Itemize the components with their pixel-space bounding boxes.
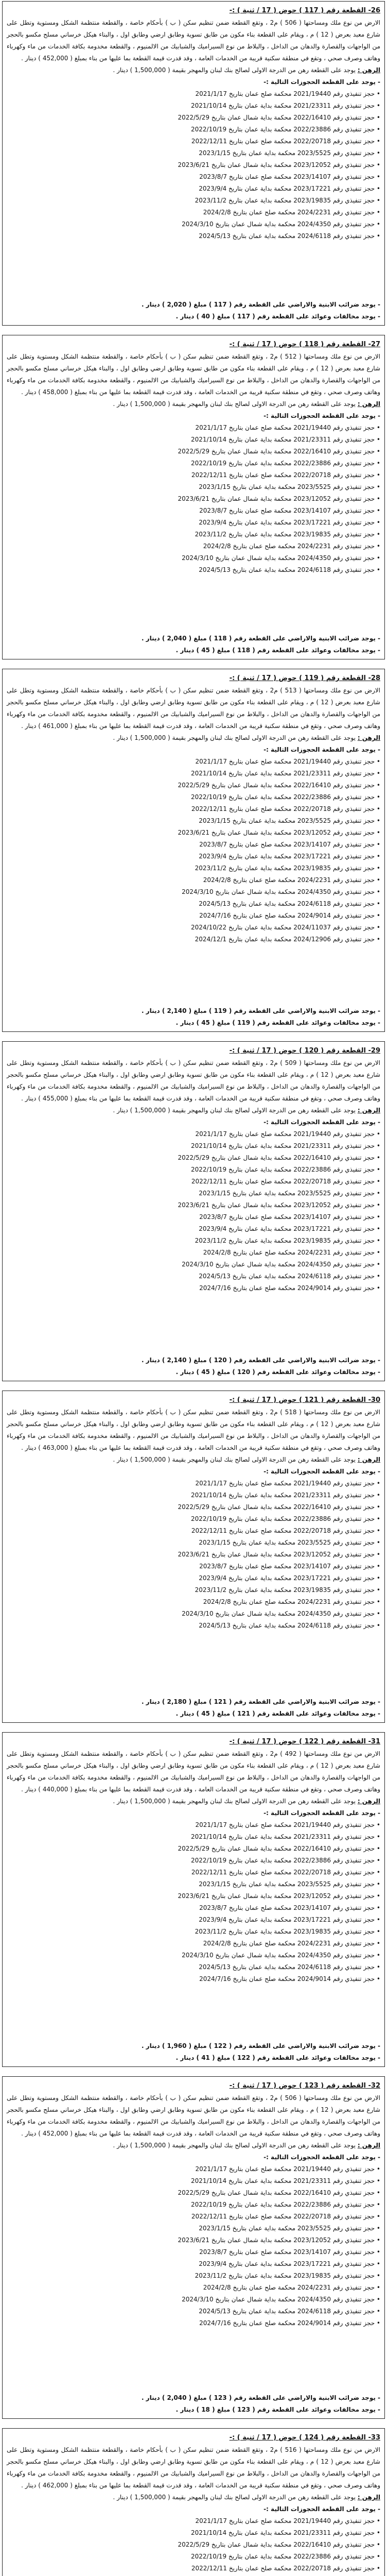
- lot-description: الارض من نوع ملك ومساحتها ( 492 ) م2 ، وتقع القطعة ضمن تنظيم سكن ( ب ) بأحكام خاصة ، والقطعة منتظمة الشكل ومستوية وتطل على شارع معبد بعرض ( 12 ) م ، ويقام على القطعة بناء مكون من طابق تسوية وطابق ارضي وطابق اول ، والبناء هيكل خرساني مسلح مكسو بالحجر من الواجهات والقصارة والدهان من الداخل ، والبلاط من نوع السيراميك والشبابيك من الالمنيوم ، والقطعة مخدومة بكافة الخدمات من ماء وكهرباء وهاتف وصرف صحي ، وتقع في منطقة سكنية قريبة من الخدمات العامة ، وقد قدرت قيمة القطعة بما عليها من بناء بمبلغ ( 440,000 ) دينار .: [7, 1750, 380, 1793]
- seizure-item: • حجز تنفيذي رقم 2022/20718 محكمة صلح عمان بتاريخ 2022/12/11: [191, 805, 380, 812]
- seizure-item: • حجز تنفيذي رقم 2023/14107 محكمة صلح عمان بتاريخ 2023/8/7: [199, 1563, 380, 1570]
- seizure-item: • حجز تنفيذي رقم 2023/17221 محكمة بداية عمان بتاريخ 2023/9/4: [199, 853, 380, 860]
- mortgage-note: [7, 1105, 380, 1116]
- seizure-item: • حجز تنفيذي رقم 2023/19835 محكمة بداية عمان بتاريخ 2023/11/2: [195, 2272, 380, 2279]
- fees-line: - يوجد مخالفات وعوائد على القطعة رقم ( 121 ) مبلغ ( 45 ) دينار .: [175, 1710, 380, 1717]
- seizure-item: • حجز تنفيذي رقم 2023/17221 محكمة بداية عمان بتاريخ 2023/9/4: [199, 1225, 380, 1232]
- seizure-item: • حجز تنفيذي رقم 2023/17221 محكمة بداية عمان بتاريخ 2023/9/4: [199, 2260, 380, 2267]
- fees-line: - يوجد مخالفات وعوائد على القطعة رقم ( 122 ) مبلغ ( 41 ) دينار .: [175, 2054, 380, 2061]
- tax-line: - يوجد ضرائب الابنية والاراضي على القطعة رقم ( 120 ) مبلغ ( 2,140 ) دينار .: [141, 1357, 380, 1364]
- seizure-item: • حجز تنفيذي رقم 2021/19440 محكمة صلح عمان بتاريخ 2021/1/17: [195, 2165, 380, 2173]
- lot-description: الارض من نوع ملك ومساحتها ( 513 ) م2 ، وتقع القطعة ضمن تنظيم سكن ( ب ) بأحكام خاصة ، والقطعة منتظمة الشكل ومستوية وتطل على شارع معبد بعرض ( 12 ) م ، ويقام على القطعة بناء مكون من طابق تسوية وطابق ارضي وطابق اول ، والبناء هيكل خرساني مسلح مكسو بالحجر من الواجهات والقصارة والدهان من الداخل ، والبلاط من نوع السيراميك والشبابيك من الالمنيوم ، والقطعة مخدومة بكافة الخدمات من ماء وكهرباء وهاتف وصرف صحي ، وتقع في منطقة سكنية قريبة من الخدمات العامة ، وقد قدرت قيمة القطعة بما عليها من بناء بمبلغ ( 461,000 ) دينار .: [7, 687, 380, 730]
- seizure-item: • حجز تنفيذي رقم 2023/12052 محكمة بداية شمال عمان بتاريخ 2023/6/21: [178, 1892, 380, 1900]
- lot-description: الارض من نوع ملك ومساحتها ( 506 ) م2 ، وتقع القطعة ضمن تنظيم سكن ( ب ) بأحكام خاصة ، والقطعة منتظمة الشكل ومستوية وتطل على شارع معبد بعرض ( 12 ) م ، ويقام على القطعة بناء مكون من طابق تسوية وطابق ارضي وطابق اول ، والبناء هيكل خرساني مسلح مكسو بالحجر من الواجهات والقصارة والدهان من الداخل ، والبلاط من نوع السيراميك والشبابيك من الالمنيوم ، والقطعة مخدومة بكافة الخدمات من ماء وكهرباء وهاتف وصرف صحي ، وتقع في منطقة سكنية قريبة من الخدمات العامة ، وقد قدرت قيمة القطعة بما عليها من بناء بمبلغ ( 452,000 ) دينار .: [7, 2094, 380, 2137]
- seizure-item: • حجز تنفيذي رقم 2023/17221 محكمة بداية عمان بتاريخ 2023/9/4: [199, 519, 380, 526]
- fees-line: - يوجد مخالفات وعوائد على القطعة رقم ( 117 ) مبلغ ( 40 ) دينار .: [175, 313, 380, 320]
- mortgage-text: يوجد على القطعة رهن من الدرجة الاولى لصالح بنك لبنان والمهجر بقيمة ( 1,500,000 ) دينار .: [113, 734, 356, 741]
- seizure-item: • حجز تنفيذي رقم 2023/17221 محكمة بداية عمان بتاريخ 2023/9/4: [199, 185, 380, 192]
- seizure-item: • حجز تنفيذي رقم 2023/5525 محكمة بداية عمان بتاريخ 2023/1/15: [199, 2225, 380, 2232]
- lot-header: 31- القطعة رقم ( 122 ) حوض ( 17 / ثنية ) :-: [229, 1738, 380, 1745]
- seizures-intro: - يوجد على القطعة الحجوزات التالية :-: [263, 412, 380, 419]
- mortgage-note: [7, 398, 380, 410]
- seizure-item: • حجز تنفيذي رقم 2023/5525 محكمة بداية عمان بتاريخ 2023/1/15: [199, 1190, 380, 1197]
- seizure-item: • حجز تنفيذي رقم 2021/23311 محكمة بداية عمان بتاريخ 2021/10/14: [191, 770, 380, 777]
- mortgage-label: الرهن :: [357, 1798, 380, 1805]
- seizure-item: • حجز تنفيذي رقم 2023/5525 محكمة بداية عمان بتاريخ 2023/1/15: [199, 817, 380, 824]
- seizure-item: • حجز تنفيذي رقم 2024/6118 محكمة بداية عمان بتاريخ 2024/5/13: [199, 2308, 380, 2315]
- mortgage-text: يوجد على القطعة رهن من الدرجة الاولى لصالح بنك لبنان والمهجر بقيمة ( 1,500,000 ) دينار .: [113, 2142, 356, 2149]
- lot-section-27: [2, 335, 385, 659]
- seizures-intro: - يوجد على القطعة الحجوزات التالية :-: [263, 1468, 380, 1475]
- seizure-item: • حجز تنفيذي رقم 2023/12052 محكمة بداية شمال عمان بتاريخ 2023/6/21: [178, 161, 380, 168]
- lot-section-28: [2, 669, 385, 1032]
- seizure-list: [7, 1128, 380, 1294]
- seizure-item: • حجز تنفيذي رقم 2023/12052 محكمة بداية شمال عمان بتاريخ 2023/6/21: [178, 1201, 380, 1209]
- mortgage-label: الرهن :: [357, 2494, 380, 2501]
- seizure-item: • حجز تنفيذي رقم 2022/16410 محكمة بداية شمال عمان بتاريخ 2022/5/29: [178, 782, 380, 789]
- fees-line: - يوجد مخالفات وعوائد على القطعة رقم ( 118 ) مبلغ ( 45 ) دينار .: [175, 647, 380, 654]
- mortgage-note: [7, 2492, 380, 2503]
- seizure-item: • حجز تنفيذي رقم 2022/23886 محكمة بداية عمان بتاريخ 2022/10/19: [191, 126, 380, 133]
- seizure-item: • حجز تنفيذي رقم 2024/4350 محكمة بداية شمال عمان بتاريخ 2024/3/10: [182, 1610, 380, 1617]
- seizure-item: • حجز تنفيذي رقم 2023/12052 محكمة بداية شمال عمان بتاريخ 2023/6/21: [178, 495, 380, 502]
- seizure-item: • حجز تنفيذي رقم 2022/16410 محكمة بداية شمال عمان بتاريخ 2022/5/29: [178, 1503, 380, 1511]
- seizure-item: • حجز تنفيذي رقم 2023/17221 محكمة بداية عمان بتاريخ 2023/9/4: [199, 1916, 380, 1923]
- seizures-intro: - يوجد على القطعة الحجوزات التالية :-: [263, 1809, 380, 1817]
- seizure-item: • حجز تنفيذي رقم 2024/6118 محكمة بداية عمان بتاريخ 2024/5/13: [199, 566, 380, 573]
- lot-section-31: [2, 1732, 385, 2067]
- seizure-item: • حجز تنفيذي رقم 2022/20718 محكمة صلح عمان بتاريخ 2022/12/11: [191, 1527, 380, 1534]
- seizure-item: • حجز تنفيذي رقم 2024/2231 محكمة صلح عمان بتاريخ 2024/2/8: [203, 2284, 380, 2291]
- seizure-item: • حجز تنفيذي رقم 2023/5525 محكمة بداية عمان بتاريخ 2023/1/15: [199, 1880, 380, 1888]
- seizure-item: • حجز تنفيذي رقم 2023/19835 محكمة بداية عمان بتاريخ 2023/11/2: [195, 1237, 380, 1244]
- lot-description: الارض من نوع ملك ومساحتها ( 516 ) م2 ، وتقع القطعة ضمن تنظيم سكن ( ب ) بأحكام خاصة ، والقطعة منتظمة الشكل ومستوية وتطل على شارع معبد بعرض ( 12 ) م ، ويقام على القطعة بناء مكون من طابق تسوية وطابق ارضي وطابق اول ، والبناء هيكل خرساني مسلح مكسو بالحجر من الواجهات والقصارة والدهان من الداخل ، والبلاط من نوع السيراميك والشبابيك من الالمنيوم ، والقطعة مخدومة بكافة الخدمات من ماء وكهرباء وهاتف وصرف صحي ، وتقع في منطقة سكنية قريبة من الخدمات العامة ، وقد قدرت قيمة القطعة بما عليها من بناء بمبلغ ( 462,000 ) دينار .: [7, 2446, 380, 2489]
- lot-section-32: [2, 2076, 385, 2419]
- seizure-item: • حجز تنفيذي رقم 2023/14107 محكمة صلح عمان بتاريخ 2023/8/7: [199, 1904, 380, 1911]
- tax-line: - يوجد ضرائب الابنية والاراضي على القطعة رقم ( 118 ) مبلغ ( 2,040 ) دينار .: [141, 635, 380, 642]
- mortgage-text: يوجد على القطعة رهن من الدرجة الاولى لصالح بنك لبنان والمهجر بقيمة ( 1,500,000 ) دينار .: [113, 1798, 356, 1805]
- seizure-item: • حجز تنفيذي رقم 2024/6118 محكمة بداية عمان بتاريخ 2024/5/13: [199, 900, 380, 907]
- seizure-item: • حجز تنفيذي رقم 2023/5525 محكمة بداية عمان بتاريخ 2023/1/15: [199, 149, 380, 157]
- mortgage-text: يوجد على القطعة رهن من الدرجة الاولى لصالح بنك لبنان والمهجر بقيمة ( 1,500,000 ) دينار .: [113, 1107, 356, 1114]
- lot-description: الارض من نوع ملك ومساحتها ( 509 ) م2 ، وتقع القطعة ضمن تنظيم سكن ( ب ) بأحكام خاصة ، والقطعة منتظمة الشكل ومستوية وتطل على شارع معبد بعرض ( 12 ) م ، ويقام على القطعة بناء مكون من طابق تسوية وطابق ارضي وطابق اول ، والبناء هيكل خرساني مسلح مكسو بالحجر من الواجهات والقصارة والدهان من الداخل ، والبلاط من نوع السيراميك والشبابيك من الالمنيوم ، والقطعة مخدومة بكافة الخدمات من ماء وكهرباء وهاتف وصرف صحي ، وتقع في منطقة سكنية قريبة من الخدمات العامة ، وقد قدرت قيمة القطعة بما عليها من بناء بمبلغ ( 455,000 ) دينار .: [7, 1059, 380, 1102]
- seizure-item: • حجز تنفيذي رقم 2024/6118 محكمة بداية عمان بتاريخ 2024/5/13: [199, 1963, 380, 1971]
- seizures-intro: - يوجد على القطعة الحجوزات التالية :-: [263, 746, 380, 753]
- lot-section-33: [2, 2428, 385, 2576]
- seizure-item: • حجز تنفيذي رقم 2021/23311 محكمة بداية عمان بتاريخ 2021/10/14: [191, 1492, 380, 1499]
- seizure-item: • حجز تنفيذي رقم 2021/23311 محكمة بداية عمان بتاريخ 2021/10/14: [191, 2529, 380, 2536]
- mortgage-label: الرهن :: [357, 1107, 380, 1114]
- seizure-item: • حجز تنفيذي رقم 2024/2231 محكمة صلح عمان بتاريخ 2024/2/8: [203, 876, 380, 884]
- seizure-item: • حجز تنفيذي رقم 2022/16410 محكمة بداية شمال عمان بتاريخ 2022/5/29: [178, 2189, 380, 2196]
- seizure-item: • حجز تنفيذي رقم 2022/23886 محكمة بداية عمان بتاريخ 2022/10/19: [191, 2553, 380, 2560]
- seizure-item: • حجز تنفيذي رقم 2024/2231 محكمة صلح عمان بتاريخ 2024/2/8: [203, 543, 380, 550]
- seizures-intro: - يوجد على القطعة الحجوزات التالية :-: [263, 2154, 380, 2161]
- seizure-item: • حجز تنفيذي رقم 2024/4350 محكمة بداية شمال عمان بتاريخ 2024/3/10: [182, 1952, 380, 1959]
- seizure-item: • حجز تنفيذي رقم 2023/5525 محكمة بداية عمان بتاريخ 2023/1/15: [199, 483, 380, 490]
- seizure-item: • حجز تنفيذي رقم 2023/19835 محكمة بداية عمان بتاريخ 2023/11/2: [195, 1928, 380, 1935]
- seizure-item: • حجز تنفيذي رقم 2024/4350 محكمة بداية شمال عمان بتاريخ 2024/3/10: [182, 888, 380, 895]
- mortgage-text: يوجد على القطعة رهن من الدرجة الاولى لصالح بنك لبنان والمهجر بقيمة ( 1,500,000 ) دينار .: [113, 2494, 356, 2501]
- seizure-item: • حجز تنفيذي رقم 2024/6118 محكمة بداية عمان بتاريخ 2024/5/13: [199, 1622, 380, 1629]
- seizure-item: • حجز تنفيذي رقم 2022/23886 محكمة بداية عمان بتاريخ 2022/10/19: [191, 793, 380, 801]
- tax-line: - يوجد ضرائب الابنية والاراضي على القطعة رقم ( 123 ) مبلغ ( 2,040 ) دينار .: [141, 2394, 380, 2401]
- seizure-item: • حجز تنفيذي رقم 2023/19835 محكمة بداية عمان بتاريخ 2023/11/2: [195, 1586, 380, 1594]
- seizure-item: • حجز تنفيذي رقم 2021/23311 محكمة بداية عمان بتاريخ 2021/10/14: [191, 436, 380, 443]
- seizure-item: • حجز تنفيذي رقم 2023/12052 محكمة بداية شمال عمان بتاريخ 2023/6/21: [178, 2236, 380, 2244]
- seizure-item: • حجز تنفيذي رقم 2022/16410 محكمة بداية شمال عمان بتاريخ 2022/5/29: [178, 114, 380, 121]
- seizure-item: • حجز تنفيذي رقم 2024/4350 محكمة بداية شمال عمان بتاريخ 2024/3/10: [182, 554, 380, 562]
- mortgage-note: [7, 732, 380, 744]
- seizure-item: • حجز تنفيذي رقم 2023/17221 محكمة بداية عمان بتاريخ 2023/9/4: [199, 1574, 380, 1582]
- seizure-item: • حجز تنفيذي رقم 2021/19440 محكمة صلح عمان بتاريخ 2021/1/17: [195, 424, 380, 431]
- seizure-item: • حجز تنفيذي رقم 2022/16410 محكمة بداية شمال عمان بتاريخ 2022/5/29: [178, 2541, 380, 2548]
- mortgage-text: يوجد على القطعة رهن من الدرجة الاولى لصالح بنك لبنان والمهجر بقيمة ( 1,500,000 ) دينار .: [113, 1456, 356, 1463]
- seizure-item: • حجز تنفيذي رقم 2024/2231 محكمة صلح عمان بتاريخ 2024/2/8: [203, 1598, 380, 1605]
- seizure-item: • حجز تنفيذي رقم 2022/20718 محكمة صلح عمان بتاريخ 2022/12/11: [191, 2565, 380, 2572]
- seizure-item: • حجز تنفيذي رقم 2024/9014 محكمة صلح عمان بتاريخ 2024/7/16: [199, 1284, 380, 1292]
- seizure-item: • حجز تنفيذي رقم 2024/9014 محكمة صلح عمان بتاريخ 2024/7/16: [199, 2319, 380, 2327]
- seizure-item: • حجز تنفيذي رقم 2024/6118 محكمة بداية عمان بتاريخ 2024/5/13: [199, 232, 380, 240]
- seizures-intro: - يوجد على القطعة الحجوزات التالية :-: [263, 2505, 380, 2513]
- lot-header: 28- القطعة رقم ( 119 ) حوض ( 17 / ثنية ) :-: [229, 674, 380, 682]
- seizure-item: • حجز تنفيذي رقم 2022/20718 محكمة صلح عمان بتاريخ 2022/12/11: [191, 1869, 380, 1876]
- tax-line: - يوجد ضرائب الابنية والاراضي على القطعة رقم ( 122 ) مبلغ ( 1,960 ) دينار .: [141, 2042, 380, 2049]
- lot-header: 29- القطعة رقم ( 120 ) حوض ( 17 / ثنية ) :-: [229, 1047, 380, 1055]
- seizure-list: [7, 1478, 380, 1632]
- seizure-item: • حجز تنفيذي رقم 2022/20718 محكمة صلح عمان بتاريخ 2022/12/11: [191, 138, 380, 145]
- seizure-item: • حجز تنفيذي رقم 2024/2231 محكمة صلح عمان بتاريخ 2024/2/8: [203, 1940, 380, 1947]
- seizure-item: • حجز تنفيذي رقم 2023/14107 محكمة صلح عمان بتاريخ 2023/8/7: [199, 507, 380, 514]
- mortgage-note: [7, 2140, 380, 2151]
- seizure-item: • حجز تنفيذي رقم 2021/23311 محكمة بداية عمان بتاريخ 2021/10/14: [191, 2177, 380, 2184]
- seizure-item: • حجز تنفيذي رقم 2021/19440 محكمة صلح عمان بتاريخ 2021/1/17: [195, 1130, 380, 1138]
- seizure-item: • حجز تنفيذي رقم 2022/20718 محكمة صلح عمان بتاريخ 2022/12/11: [191, 471, 380, 479]
- tax-line: - يوجد ضرائب الابنية والاراضي على القطعة رقم ( 119 ) مبلغ ( 2,140 ) دينار .: [141, 1007, 380, 1014]
- seizure-item: • حجز تنفيذي رقم 2023/19835 محكمة بداية عمان بتاريخ 2023/11/2: [195, 197, 380, 204]
- fees-line: - يوجد مخالفات وعوائد على القطعة رقم ( 123 ) مبلغ ( 18 ) دينار .: [175, 2406, 380, 2413]
- seizures-intro: - يوجد على القطعة الحجوزات التالية :-: [263, 78, 380, 86]
- tax-line: - يوجد ضرائب الابنية والاراضي على القطعة رقم ( 117 ) مبلغ ( 2,020 ) دينار .: [141, 301, 380, 308]
- seizure-item: • حجز تنفيذي رقم 2024/6118 محكمة بداية عمان بتاريخ 2024/5/13: [199, 1273, 380, 1280]
- seizure-list: [7, 1819, 380, 1985]
- seizure-item: • حجز تنفيذي رقم 2021/19440 محكمة صلح عمان بتاريخ 2021/1/17: [195, 2517, 380, 2524]
- seizure-item: • حجز تنفيذي رقم 2023/14107 محكمة صلح عمان بتاريخ 2023/8/7: [199, 2248, 380, 2256]
- seizure-item: • حجز تنفيذي رقم 2024/11037 محكمة بداية عمان بتاريخ 2024/10/22: [191, 924, 380, 931]
- lot-header: 33- القطعة رقم ( 124 ) حوض ( 17 / ثنية ) :-: [229, 2434, 380, 2442]
- mortgage-note: [7, 64, 380, 76]
- seizure-list: [7, 2515, 380, 2576]
- seizure-item: • حجز تنفيذي رقم 2021/23311 محكمة بداية عمان بتاريخ 2021/10/14: [191, 102, 380, 109]
- seizure-item: • حجز تنفيذي رقم 2024/9014 محكمة صلح عمان بتاريخ 2024/7/16: [199, 1975, 380, 1982]
- seizure-item: • حجز تنفيذي رقم 2021/19440 محكمة صلح عمان بتاريخ 2021/1/17: [195, 1821, 380, 1828]
- mortgage-text: يوجد على القطعة رهن من الدرجة الاولى لصالح بنك لبنان والمهجر بقيمة ( 1,500,000 ) دينار .: [113, 400, 356, 408]
- mortgage-text: يوجد على القطعة رهن من الدرجة الاولى لصالح بنك لبنان والمهجر بقيمة ( 1,500,000 ) دينار .: [113, 66, 356, 74]
- lot-section-30: [2, 1391, 385, 1723]
- seizure-item: • حجز تنفيذي رقم 2022/23886 محكمة بداية عمان بتاريخ 2022/10/19: [191, 1166, 380, 1173]
- seizure-item: • حجز تنفيذي رقم 2023/19835 محكمة بداية عمان بتاريخ 2023/11/2: [195, 865, 380, 872]
- fees-line: - يوجد مخالفات وعوائد على القطعة رقم ( 120 ) مبلغ ( 45 ) دينار .: [175, 1368, 380, 1376]
- seizure-item: • حجز تنفيذي رقم 2022/23886 محكمة بداية عمان بتاريخ 2022/10/19: [191, 460, 380, 467]
- seizure-item: • حجز تنفيذي رقم 2023/14107 محكمة صلح عمان بتاريخ 2023/8/7: [199, 173, 380, 180]
- lot-description: الارض من نوع ملك ومساحتها ( 506 ) م2 ، وتقع القطعة ضمن تنظيم سكن ( ب ) بأحكام خاصة ، والقطعة منتظمة الشكل ومستوية وتطل على شارع معبد بعرض ( 12 ) م ، ويقام على القطعة بناء مكون من طابق تسوية وطابق ارضي وطابق اول ، والبناء هيكل خرساني مسلح مكسو بالحجر من الواجهات والقصارة والدهان من الداخل ، والبلاط من نوع السيراميك والشبابيك من الالمنيوم ، والقطعة مخدومة بكافة الخدمات من ماء وكهرباء وهاتف وصرف صحي ، وتقع في منطقة سكنية قريبة من الخدمات العامة ، وقد قدرت قيمة القطعة بما عليها من بناء بمبلغ ( 452,000 ) دينار .: [7, 19, 380, 62]
- mortgage-label: الرهن :: [357, 1456, 380, 1463]
- mortgage-label: الرهن :: [357, 66, 380, 74]
- lot-description: الارض من نوع ملك ومساحتها ( 518 ) م2 ، وتقع القطعة ضمن تنظيم سكن ( ب ) بأحكام خاصة ، والقطعة منتظمة الشكل ومستوية وتطل على شارع معبد بعرض ( 12 ) م ، ويقام على القطعة بناء مكون من طابق تسوية وطابق ارضي وطابق اول ، والبناء هيكل خرساني مسلح مكسو بالحجر من الواجهات والقصارة والدهان من الداخل ، والبلاط من نوع السيراميك والشبابيك من الالمنيوم ، والقطعة مخدومة بكافة الخدمات من ماء وكهرباء وهاتف وصرف صحي ، وتقع في منطقة سكنية قريبة من الخدمات العامة ، وقد قدرت قيمة القطعة بما عليها من بناء بمبلغ ( 463,000 ) دينار .: [7, 1409, 380, 1451]
- lot-header: 26- القطعة رقم ( 117 ) حوض ( 17 / ثنية ) :-: [229, 7, 380, 14]
- seizure-item: • حجز تنفيذي رقم 2024/2231 محكمة صلح عمان بتاريخ 2024/2/8: [203, 1249, 380, 1256]
- seizure-item: • حجز تنفيذي رقم 2022/20718 محكمة صلح عمان بتاريخ 2022/12/11: [191, 2213, 380, 2220]
- seizures-intro: - يوجد على القطعة الحجوزات التالية :-: [263, 1118, 380, 1126]
- seizure-list: [7, 2163, 380, 2329]
- seizure-item: • حجز تنفيذي رقم 2022/20718 محكمة صلح عمان بتاريخ 2022/12/11: [191, 1178, 380, 1185]
- seizure-item: • حجز تنفيذي رقم 2024/4350 محكمة بداية شمال عمان بتاريخ 2024/3/10: [182, 1261, 380, 1268]
- seizure-item: • حجز تنفيذي رقم 2022/23886 محكمة بداية عمان بتاريخ 2022/10/19: [191, 1515, 380, 1522]
- seizure-item: • حجز تنفيذي رقم 2022/16410 محكمة بداية شمال عمان بتاريخ 2022/5/29: [178, 448, 380, 455]
- seizure-item: • حجز تنفيذي رقم 2024/2231 محكمة صلح عمان بتاريخ 2024/2/8: [203, 209, 380, 216]
- seizure-list: [7, 756, 380, 945]
- mortgage-label: الرهن :: [357, 400, 380, 408]
- seizure-item: • حجز تنفيذي رقم 2021/23311 محكمة بداية عمان بتاريخ 2021/10/14: [191, 1833, 380, 1840]
- mortgage-note: [7, 1454, 380, 1466]
- mortgage-label: الرهن :: [357, 2142, 380, 2149]
- mortgage-note: [7, 1795, 380, 1807]
- seizure-item: • حجز تنفيذي رقم 2021/19440 محكمة صلح عمان بتاريخ 2021/1/17: [195, 758, 380, 765]
- seizure-item: • حجز تنفيذي رقم 2021/19440 محكمة صلح عمان بتاريخ 2021/1/17: [195, 1480, 380, 1487]
- seizure-item: • حجز تنفيذي رقم 2023/14107 محكمة صلح عمان بتاريخ 2023/8/7: [199, 1213, 380, 1221]
- lot-header: 32- القطعة رقم ( 123 ) حوض ( 17 / ثنية ) :-: [229, 2082, 380, 2090]
- seizure-item: • حجز تنفيذي رقم 2023/5525 محكمة بداية عمان بتاريخ 2023/1/15: [199, 1539, 380, 1546]
- fees-line: - يوجد مخالفات وعوائد على القطعة رقم ( 119 ) مبلغ ( 45 ) دينار .: [175, 1019, 380, 1026]
- lot-section-26: [2, 1, 385, 326]
- lot-description: الارض من نوع ملك ومساحتها ( 512 ) م2 ، وتقع القطعة ضمن تنظيم سكن ( ب ) بأحكام خاصة ، والقطعة منتظمة الشكل ومستوية وتطل على شارع معبد بعرض ( 12 ) م ، ويقام على القطعة بناء مكون من طابق تسوية وطابق ارضي وطابق اول ، والبناء هيكل خرساني مسلح مكسو بالحجر من الواجهات والقصارة والدهان من الداخل ، والبلاط من نوع السيراميك والشبابيك من الالمنيوم ، والقطعة مخدومة بكافة الخدمات من ماء وكهرباء وهاتف وصرف صحي ، وتقع في منطقة سكنية قريبة من الخدمات العامة ، وقد قدرت قيمة القطعة بما عليها من بناء بمبلغ ( 458,000 ) دينار .: [7, 353, 380, 396]
- seizure-item: • حجز تنفيذي رقم 2021/23311 محكمة بداية عمان بتاريخ 2021/10/14: [191, 1142, 380, 1149]
- seizure-item: • حجز تنفيذي رقم 2024/4350 محكمة بداية شمال عمان بتاريخ 2024/3/10: [182, 221, 380, 228]
- seizure-list: [7, 88, 380, 242]
- seizure-item: • حجز تنفيذي رقم 2022/16410 محكمة بداية شمال عمان بتاريخ 2022/5/29: [178, 1845, 380, 1852]
- lot-header: 30- القطعة رقم ( 121 ) حوض ( 17 / ثنية ) :-: [229, 1396, 380, 1404]
- seizure-item: • حجز تنفيذي رقم 2022/23886 محكمة بداية عمان بتاريخ 2022/10/19: [191, 2201, 380, 2208]
- seizure-item: • حجز تنفيذي رقم 2024/9014 محكمة صلح عمان بتاريخ 2024/7/16: [199, 912, 380, 919]
- seizure-item: • حجز تنفيذي رقم 2023/12052 محكمة بداية شمال عمان بتاريخ 2023/6/21: [178, 1551, 380, 1558]
- seizure-item: • حجز تنفيذي رقم 2021/19440 محكمة صلح عمان بتاريخ 2021/1/17: [195, 90, 380, 97]
- seizure-item: • حجز تنفيذي رقم 2022/16410 محكمة بداية شمال عمان بتاريخ 2022/5/29: [178, 1154, 380, 1161]
- seizure-item: • حجز تنفيذي رقم 2023/19835 محكمة بداية عمان بتاريخ 2023/11/2: [195, 531, 380, 538]
- seizure-item: • حجز تنفيذي رقم 2023/12052 محكمة بداية شمال عمان بتاريخ 2023/6/21: [178, 829, 380, 836]
- mortgage-label: الرهن :: [357, 734, 380, 741]
- seizure-item: • حجز تنفيذي رقم 2022/23886 محكمة بداية عمان بتاريخ 2022/10/19: [191, 1857, 380, 1864]
- lot-header: 27- القطعة رقم ( 118 ) حوض ( 17 / ثنية ) :-: [229, 341, 380, 348]
- seizure-item: • حجز تنفيذي رقم 2024/12906 محكمة بداية عمان بتاريخ 2024/12/1: [195, 936, 380, 943]
- lot-section-29: [2, 1041, 385, 1381]
- seizure-item: • حجز تنفيذي رقم 2024/4350 محكمة بداية شمال عمان بتاريخ 2024/3/10: [182, 2296, 380, 2303]
- tax-line: - يوجد ضرائب الابنية والاراضي على القطعة رقم ( 121 ) مبلغ ( 2,180 ) دينار .: [141, 1698, 380, 1705]
- seizure-list: [7, 422, 380, 576]
- seizure-item: • حجز تنفيذي رقم 2023/14107 محكمة صلح عمان بتاريخ 2023/8/7: [199, 841, 380, 848]
